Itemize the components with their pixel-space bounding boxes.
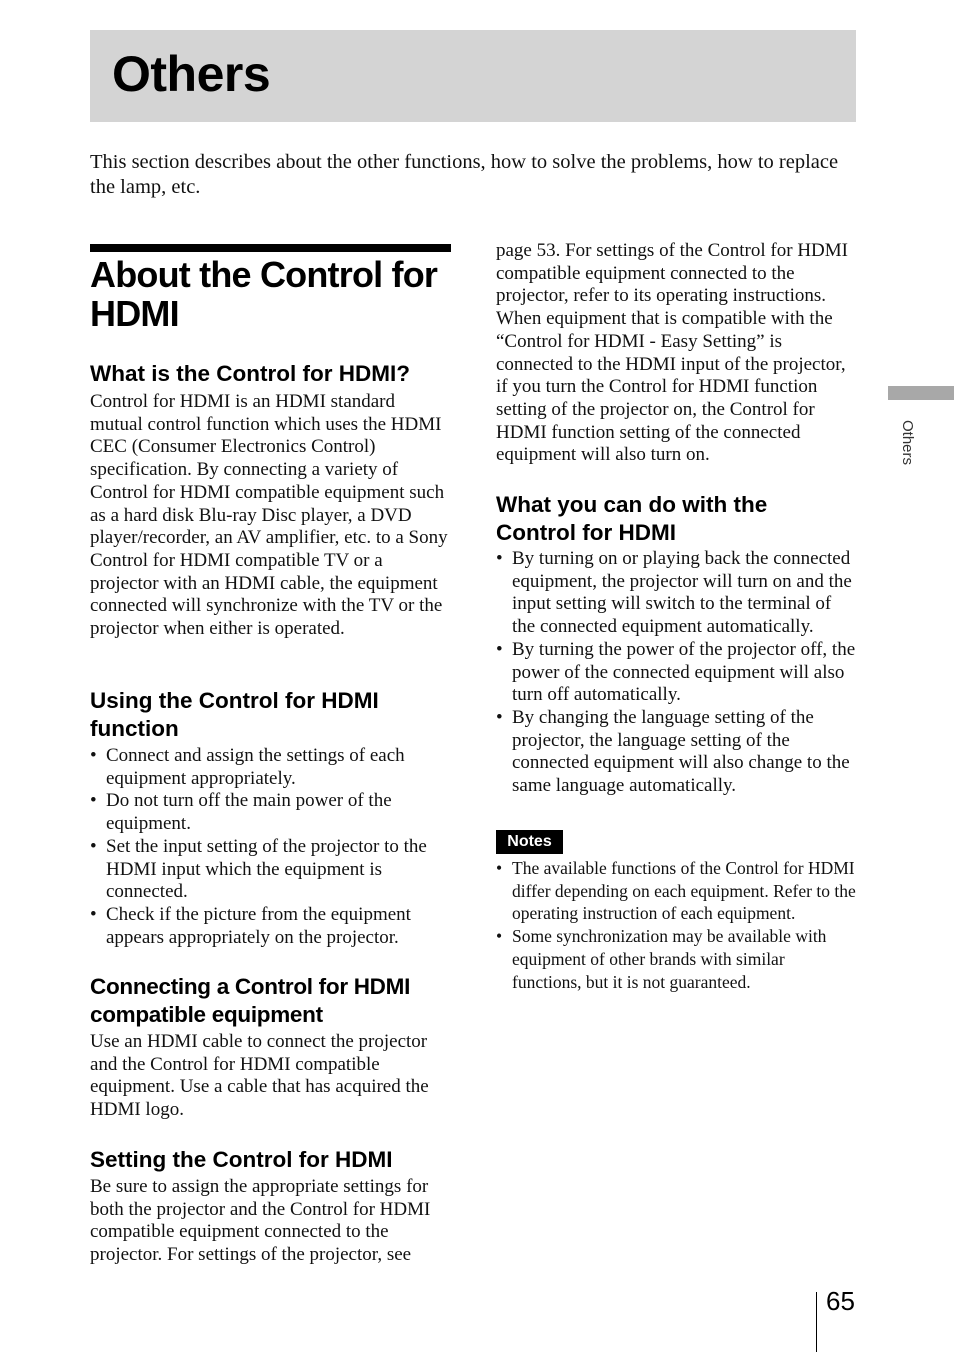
heading-setting: Setting the Control for HDMI (90, 1147, 393, 1172)
paragraph-continued: page 53. For settings of the Control for HDMI compatible equipment connected to the projector, refer to its operating instructions. When equipment that is compatible with the “Control for HDMI - Easy Setting” is connected to the HDMI input of the projector, if you turn the Control for HDMI function setting of the projector on, the Control for HDMI function setting of the connected equipment will also turn on. (496, 240, 848, 466)
notes-label: Notes (496, 830, 563, 854)
list-item: • Set the input setting of the projector to the HDMI input which the equipment is connected. (90, 836, 452, 904)
list-item: • By turning on or playing back the connected equipment, the projector will turn on and the input setting will switch to the terminal of the connected equipment automatically. (496, 548, 858, 639)
chapter-title: Others (112, 46, 271, 102)
heading-using: Using the Control for HDMI function (90, 688, 379, 741)
section-title: About the Control for HDMI (90, 254, 438, 334)
heading-what-you-can-do: What you can do with the Control for HDMI (496, 492, 768, 545)
list-item: • Check if the picture from the equipment appears appropriately on the projector. (90, 904, 452, 949)
section-rule (90, 244, 451, 252)
note-item: • Some synchronization may be available with equipment of other brands with similar functions, but it is not guaranteed. (496, 925, 858, 993)
list-item: • By changing the language setting of the projector, the language setting of the connected equipment will also change to the same language automatically. (496, 707, 858, 798)
paragraph-what-is: Control for HDMI is an HDMI standard mutual control function which uses the HDMI CEC (Consumer Electronics Control) specification. By connecting a variety of Control for HDMI compatible equipment such as a hard disk Blu-ray Disc player, a DVD player/recorder, an AV amplifier, etc. to a Sony Control for HDMI compatible TV or a projector with an HDMI cable, the equipment connected will synchronize with the TV or the projector when either is operated. (90, 391, 448, 640)
page-number: 65 (826, 1286, 855, 1316)
heading-what-is: What is the Control for HDMI? (90, 361, 410, 386)
page-number-rule (816, 1292, 817, 1352)
list-notes (496, 857, 858, 993)
heading-connecting: Connecting a Control for HDMI compatible equipment (90, 974, 411, 1027)
chapter-banner (90, 30, 856, 122)
list-item: • Do not turn off the main power of the equipment. (90, 790, 452, 835)
note-item: • The available functions of the Control for HDMI differ depending on each equipment. Refer to the operating instruction of each equipment. (496, 857, 858, 925)
paragraph-connecting: Use an HDMI cable to connect the projector and the Control for HDMI compatible equipment. Use a cable that has acquired the HDMI logo. (90, 1031, 429, 1121)
paragraph-setting: Be sure to assign the appropriate settings for both the projector and the Control for HDMI compatible equipment connected to the projector. For settings of the projector, see (90, 1176, 431, 1266)
chapter-intro: This section describes about the other functions, how to solve the problems, how to replace the lamp, etc. (90, 151, 839, 198)
side-tab-label: Others (899, 420, 916, 466)
list-item: • Connect and assign the settings of each equipment appropriately. (90, 745, 452, 790)
list-using (90, 745, 452, 949)
list-item: • By turning the power of the projector off, the power of the connected equipment will also turn off automatically. (496, 639, 858, 707)
side-tab-marker (888, 386, 954, 400)
list-what-you-can-do (496, 548, 858, 798)
